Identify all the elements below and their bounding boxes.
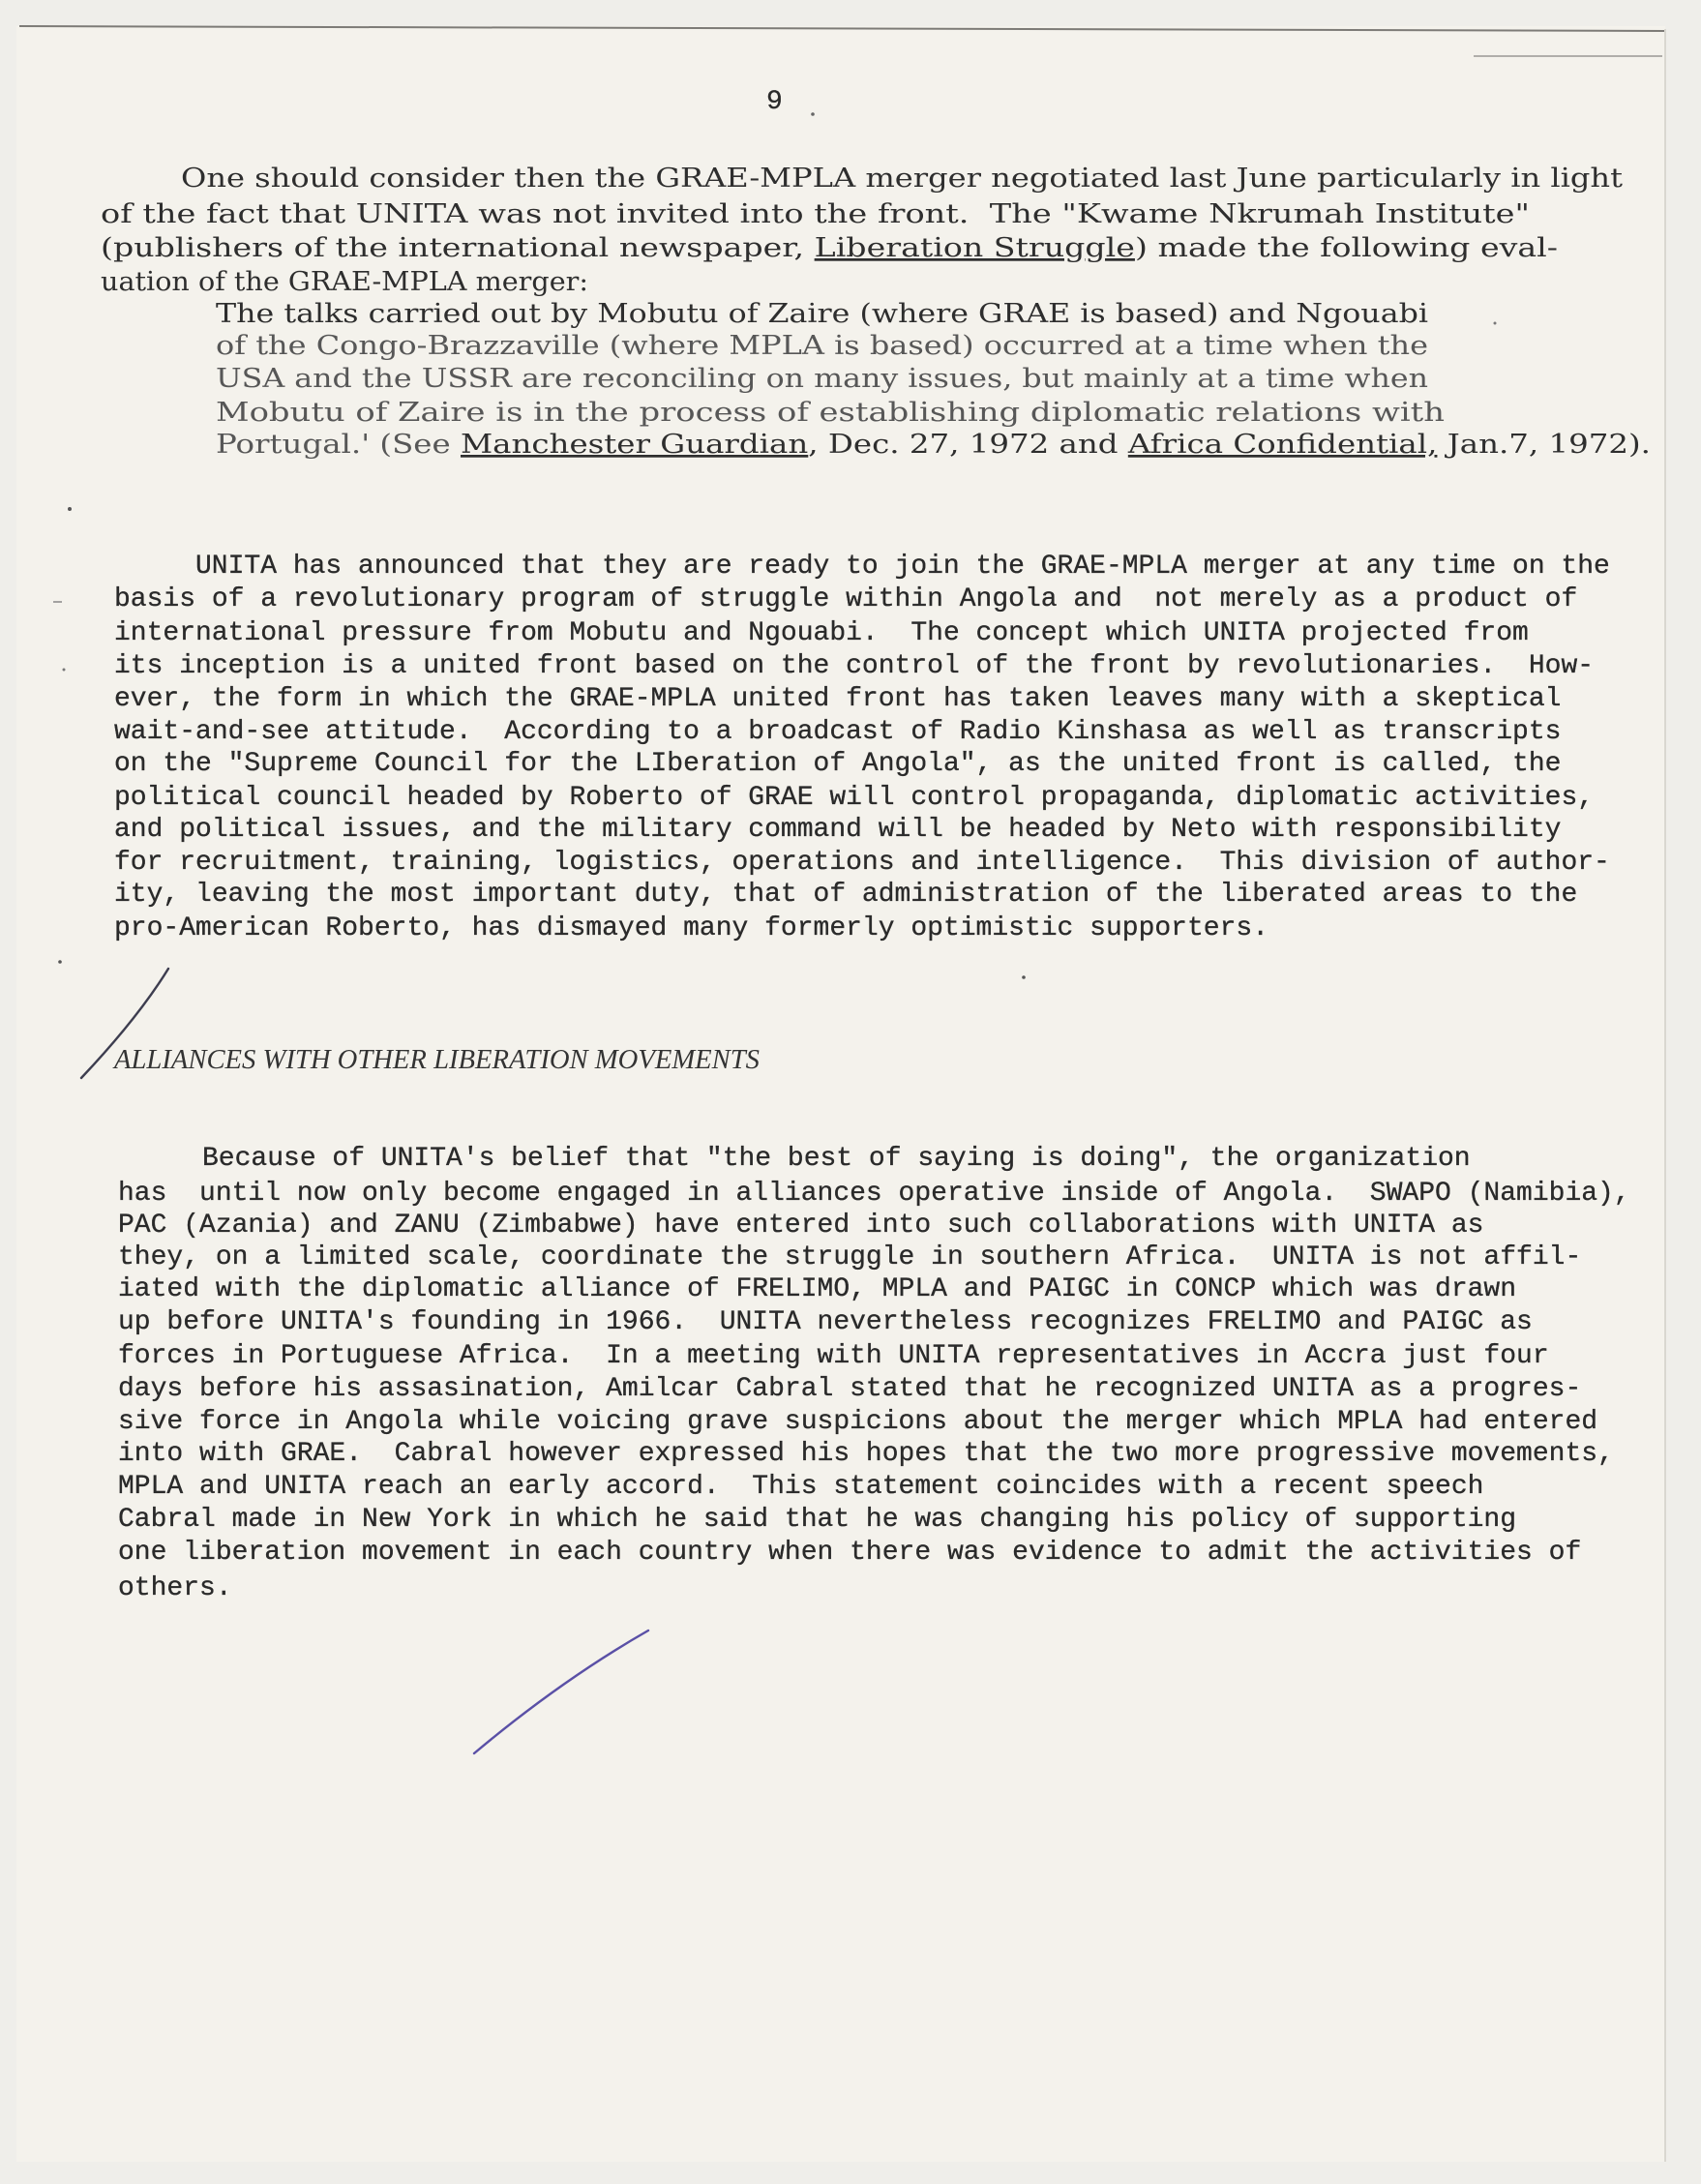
- paragraph-2-line-12: pro-American Roberto, has dismayed many formerly optimistic supporters.: [114, 913, 1268, 943]
- quotation-line-3: USA and the USSR are reconciling on many issues, but mainly at a time when: [216, 364, 1428, 394]
- paragraph-1-line-3: [101, 233, 1558, 263]
- page-number: 9: [766, 87, 783, 117]
- source-africa-confidential: Africa Confidential,: [1127, 430, 1386, 460]
- paragraph-1-line-3-start: (publishers of the international newspaper,: [101, 233, 681, 263]
- paragraph-3-line-11: MPLA and UNITA reach an early accord. This statement coincides with a recent speech: [118, 1472, 1484, 1502]
- ink-speck: [1022, 975, 1026, 979]
- paragraph-3-line-5: iated with the diplomatic alliance of FRELIMO, MPLA and PAIGC in CONCP which was drawn: [118, 1274, 1517, 1304]
- quotation-line-5: [216, 430, 1651, 460]
- quotation-line-5-middle: , Dec. 27, 1972 and: [808, 430, 1075, 460]
- paragraph-3-line-6: up before UNITA's founding in 1966. UNITA nevertheless recognizes FRELIMO and PAIGC as: [118, 1307, 1533, 1337]
- paragraph-3-line-3: PAC (Azania) and ZANU (Zimbabwe) have entered into such collaborations with UNITA as: [118, 1211, 1484, 1241]
- paragraph-3-line-9: sive force in Angola while voicing grave suspicions about the merger which MPLA had entered: [118, 1407, 1598, 1437]
- paragraph-2-line-2: basis of a revolutionary program of struggle within Angola and not merely as a product of: [114, 584, 1578, 614]
- quotation-line-5-end: Jan.7, 1972).: [1437, 430, 1616, 460]
- paragraph-3-line-2: has until now only become engaged in alliances operative inside of Angola. SWAPO (Namibia),: [118, 1179, 1630, 1209]
- paragraph-2-line-4: its inception is a united front based on the control of the front by revolutionaries. How-: [114, 651, 1595, 681]
- paragraph-3-line-1: Because of UNITA's belief that "the best of saying is doing", the organization: [202, 1144, 1471, 1174]
- paragraph-3-line-12: Cabral made in New York in which he said that he was changing his policy of supporting: [118, 1505, 1517, 1535]
- paragraph-3-line-13: one liberation movement in each country when there was evidence to admit the activities of: [118, 1538, 1582, 1568]
- ink-speck: [1494, 322, 1497, 325]
- paragraph-2-line-10: for recruitment, training, logistics, operations and intelligence. This division of author-: [114, 848, 1610, 878]
- paragraph-1-line-1: One should consider then the GRAE-MPLA merger negotiated last June particularly in light: [181, 164, 1624, 194]
- paragraph-2-line-1: UNITA has announced that they are ready to join the GRAE-MPLA merger at any time on the: [195, 552, 1610, 582]
- source-manchester-guardian: Manchester Guardian: [460, 430, 751, 460]
- newspaper-title-underlined: Liberation Struggle: [814, 233, 1076, 263]
- paragraph-2-line-8: political council headed by Roberto of GRAE will control propaganda, diplomatic activities,: [114, 783, 1595, 813]
- ink-speck: [68, 507, 72, 511]
- paragraph-3-line-14: others.: [118, 1573, 232, 1603]
- paragraph-2-line-5: ever, the form in which the GRAE-MPLA united front has taken leaves many with a skeptical: [114, 684, 1562, 714]
- paragraph-2-line-3: international pressure from Mobutu and Ngouabi. The concept which UNITA projected from: [114, 618, 1529, 648]
- paragraph-1-line-4: uation of the GRAE-MPLA merger:: [101, 267, 588, 297]
- section-heading: ALLIANCES WITH OTHER LIBERATION MOVEMENTS: [111, 1045, 761, 1075]
- ink-speck: [811, 112, 815, 116]
- paragraph-3-line-10: into with GRAE. Cabral however expressed his hopes that the two more progressive movements,: [118, 1439, 1614, 1469]
- quotation-line-5-start: Portugal.' (See: [216, 430, 420, 460]
- paragraph-3-line-8: days before his assasination, Amilcar Cabral stated that he recognized UNITA as a progres-: [118, 1374, 1582, 1404]
- paragraph-2-line-9: and political issues, and the military command will be headed by Neto with responsibility: [114, 815, 1562, 845]
- ink-speck: [63, 669, 66, 672]
- quotation-line-2: of the Congo-Brazzaville (where MPLA is based) occurred at a time when the: [216, 331, 1428, 361]
- quotation-line-4: Mobutu of Zaire is in the process of establishing diplomatic relations with: [216, 398, 1445, 428]
- paragraph-1-line-3-end: ) made the following eval-: [1134, 233, 1479, 263]
- paragraph-1-line-2: of the fact that UNITA was not invited into the front. The "Kwame Nkrumah Institute": [101, 199, 1530, 229]
- quotation-line-1: The talks carried out by Mobutu of Zaire (where GRAE is based) and Ngouabi: [216, 299, 1429, 329]
- paragraph-2-line-7: on the "Supreme Council for the LIberation of Angola", as the united front is called, the: [114, 749, 1562, 779]
- ink-speck: [58, 960, 62, 964]
- paragraph-3-line-7: forces in Portuguese Africa. In a meeting with UNITA representatives in Accra just four: [118, 1341, 1549, 1371]
- paragraph-2-line-11: ity, leaving the most important duty, that of administration of the liberated areas to the: [114, 880, 1578, 910]
- paragraph-2-line-6: wait-and-see attitude. According to a broadcast of Radio Kinshasa as well as transcripts: [114, 717, 1562, 747]
- paragraph-3-line-4: they, on a limited scale, coordinate the struggle in southern Africa. UNITA is not affil-: [118, 1242, 1582, 1272]
